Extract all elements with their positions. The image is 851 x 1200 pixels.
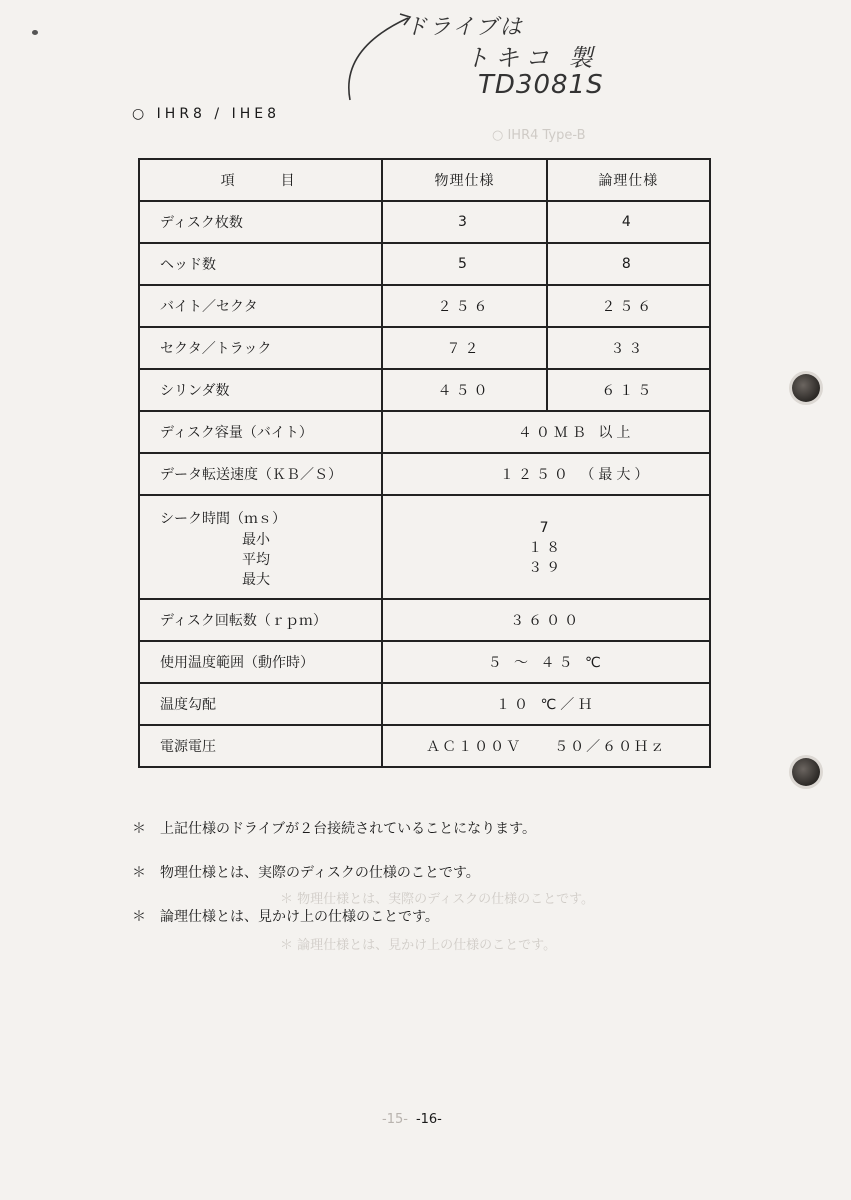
row-item: ディスク回転数（ｒｐｍ） [139, 599, 382, 641]
row-physical: ７２ [382, 327, 546, 369]
note-item [132, 906, 439, 926]
handwritten-line-2: トキコ 製 [465, 44, 599, 72]
table-row [139, 641, 710, 683]
table-row [139, 327, 710, 369]
note-marker: ＊ [132, 909, 146, 925]
table-row [139, 201, 710, 243]
table-header-row [139, 159, 710, 201]
ghost-page-number: -15- [382, 1112, 408, 1127]
row-physical: ２５６ [382, 285, 546, 327]
table-row [139, 285, 710, 327]
row-physical: 5 [382, 243, 546, 285]
handwritten-line-1: ドライブは [405, 15, 524, 40]
table-row [139, 683, 710, 725]
seek-label: シーク時間（ｍｓ） [160, 511, 286, 527]
page-number-text: -16- [415, 1112, 442, 1127]
header-item: 項 目 [139, 159, 382, 201]
note-item [132, 862, 480, 882]
row-item: 温度勾配 [139, 683, 382, 725]
header-physical: 物理仕様 [382, 159, 546, 201]
row-value: １２５０ （最大） [382, 453, 710, 495]
row-logical: ６１５ [547, 369, 710, 411]
row-physical: 3 [382, 201, 546, 243]
row-item: セクタ／トラック [139, 327, 382, 369]
table-row [139, 453, 710, 495]
page-number [382, 1112, 442, 1127]
seek-value: １８ [528, 540, 565, 556]
row-value: ４０ＭＢ 以上 [382, 411, 710, 453]
table-row-seek [139, 495, 710, 599]
note-text: 上記仕様のドライブが２台接続されていることになります。 [160, 821, 537, 837]
spec-table [138, 158, 711, 768]
table-row [139, 243, 710, 285]
row-logical: 4 [547, 201, 710, 243]
seek-values [382, 495, 710, 599]
header-logical: 論理仕様 [547, 159, 710, 201]
row-item: ディスク枚数 [139, 201, 382, 243]
section-heading: ○ IHR8 / IHE8 [132, 106, 280, 122]
bleed-through-heading: ○ IHR4 Type-B [492, 128, 586, 143]
row-value: ５ 〜 ４５ ℃ [382, 641, 710, 683]
seek-sub-label: 最大 [242, 572, 270, 588]
table-row [139, 599, 710, 641]
row-item: データ転送速度（ＫＢ／Ｓ） [139, 453, 382, 495]
seek-cell [139, 495, 382, 599]
seek-value: ３９ [528, 560, 565, 576]
handwritten-line-3: TD3081S [478, 70, 604, 100]
note-text: 論理仕様とは、見かけ上の仕様のことです。 [160, 909, 439, 925]
row-item: バイト／セクタ [139, 285, 382, 327]
bleed-through-note: ＊ 物理仕様とは、実際のディスクの仕様のことです。 [280, 892, 595, 907]
bleed-through-note: ＊ 論理仕様とは、見かけ上の仕様のことです。 [280, 938, 557, 953]
row-item: ヘッド数 [139, 243, 382, 285]
seek-sub-label: 平均 [242, 552, 270, 568]
row-logical: ３３ [547, 327, 710, 369]
row-item: 使用温度範囲（動作時） [139, 641, 382, 683]
seek-sub-label: 最小 [242, 532, 270, 548]
row-logical: 8 [547, 243, 710, 285]
row-value: １０ ℃／Ｈ [382, 683, 710, 725]
row-value: ３６００ [382, 599, 710, 641]
binder-hole [792, 374, 820, 402]
row-physical: ４５０ [382, 369, 546, 411]
seek-value: 7 [539, 520, 553, 536]
row-item: ディスク容量（バイト） [139, 411, 382, 453]
handwritten-annotation [340, 0, 640, 110]
row-item: シリンダ数 [139, 369, 382, 411]
table-row [139, 725, 710, 767]
table-row [139, 411, 710, 453]
row-item: 電源電圧 [139, 725, 382, 767]
binder-hole [792, 758, 820, 786]
table-row [139, 369, 710, 411]
note-marker: ＊ [132, 821, 146, 837]
row-logical: ２５６ [547, 285, 710, 327]
note-marker: ＊ [132, 865, 146, 881]
note-item [132, 818, 536, 838]
row-value: ＡＣ１００Ｖ ５０／６０Ｈｚ [382, 725, 710, 767]
note-text: 物理仕様とは、実際のディスクの仕様のことです。 [160, 865, 480, 881]
ink-speck [32, 30, 38, 35]
